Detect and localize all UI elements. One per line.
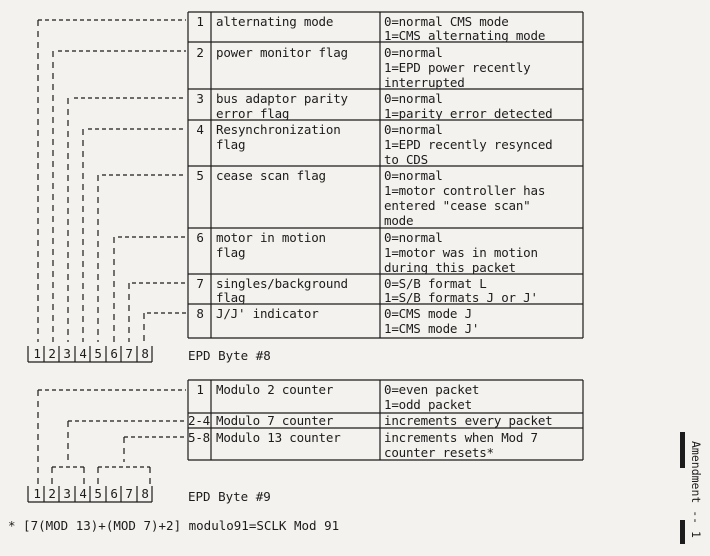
flag-desc: 0=even packet bbox=[384, 382, 480, 397]
byte9-caption: EPD Byte #9 bbox=[188, 489, 271, 504]
bit-label: 3 bbox=[63, 346, 71, 361]
flag-desc: mode bbox=[384, 213, 414, 228]
flag-desc: interrupted bbox=[384, 75, 465, 90]
flag-name: error flag bbox=[216, 106, 290, 121]
flag-desc: 1=CMS mode J' bbox=[384, 321, 480, 336]
flag-name: bus adaptor parity bbox=[216, 91, 348, 106]
flag-name: flag bbox=[216, 290, 246, 305]
flag-name: J/J' indicator bbox=[216, 306, 319, 321]
flag-desc: 0=normal bbox=[384, 168, 443, 183]
flag-desc: 0=normal bbox=[384, 230, 443, 245]
flag-desc: 0=S/B format L bbox=[384, 276, 487, 291]
flag-desc: 0=normal bbox=[384, 45, 443, 60]
bit-label: 6 bbox=[110, 486, 118, 501]
row-number: 2 bbox=[196, 45, 204, 60]
bit-label: 4 bbox=[79, 346, 87, 361]
flag-name: flag bbox=[216, 137, 246, 152]
row-number: 5 bbox=[196, 168, 204, 183]
flag-name: Modulo 7 counter bbox=[216, 413, 334, 428]
flag-desc: during this packet bbox=[384, 260, 516, 275]
bit-label: 6 bbox=[110, 346, 118, 361]
bit-label: 2 bbox=[48, 486, 56, 501]
row-number: 3 bbox=[196, 91, 204, 106]
amendment-label: Amendment -- 1 bbox=[689, 441, 703, 538]
flag-desc: 1=CMS alternating mode bbox=[384, 28, 546, 43]
flag-desc: 1=parity error detected bbox=[384, 106, 553, 121]
flag-name: Resynchronization bbox=[216, 122, 341, 137]
flag-desc: 1=EPD recently resynced bbox=[384, 137, 553, 152]
row-number: 6 bbox=[196, 230, 204, 245]
bit-label: 5 bbox=[94, 486, 102, 501]
bit-label: 3 bbox=[63, 486, 71, 501]
flag-desc: 1=S/B formats J or J' bbox=[384, 290, 538, 305]
flag-name: singles/background bbox=[216, 276, 348, 291]
flag-desc: to CDS bbox=[384, 152, 428, 167]
flag-desc: 0=normal CMS mode bbox=[384, 14, 509, 29]
flag-desc: counter resets* bbox=[384, 445, 494, 460]
row-number: 2-4 bbox=[188, 413, 210, 428]
flag-desc: entered "cease scan" bbox=[384, 198, 531, 213]
flag-name: Modulo 13 counter bbox=[216, 430, 341, 445]
bit-label: 7 bbox=[125, 486, 133, 501]
bit-label: 1 bbox=[33, 346, 41, 361]
bit-label: 7 bbox=[125, 346, 133, 361]
bit-label: 8 bbox=[141, 346, 149, 361]
row-number: 1 bbox=[196, 382, 204, 397]
footnote: * [7(MOD 13)+(MOD 7)+2] modulo91=SCLK Mod 91 bbox=[8, 518, 340, 533]
flag-desc: 1=motor controller has bbox=[384, 183, 546, 198]
flag-name: Modulo 2 counter bbox=[216, 382, 334, 397]
row-number: 7 bbox=[196, 276, 204, 291]
flag-desc: increments every packet bbox=[384, 413, 553, 428]
byte8-caption: EPD Byte #8 bbox=[188, 348, 271, 363]
flag-desc: 0=CMS mode J bbox=[384, 306, 472, 321]
flag-desc: 1=odd packet bbox=[384, 397, 472, 412]
bit-label: 4 bbox=[79, 486, 87, 501]
flag-name: alternating mode bbox=[216, 14, 334, 29]
flag-name: motor in motion bbox=[216, 230, 326, 245]
flag-name: flag bbox=[216, 245, 246, 260]
flag-name: cease scan flag bbox=[216, 168, 326, 183]
row-number: 4 bbox=[196, 122, 204, 137]
bit-label: 1 bbox=[33, 486, 41, 501]
flag-desc: 1=EPD power recently bbox=[384, 60, 531, 75]
flag-desc: 1=motor was in motion bbox=[384, 245, 538, 260]
flag-name: power monitor flag bbox=[216, 45, 348, 60]
bit-label: 2 bbox=[48, 346, 56, 361]
flag-desc: increments when Mod 7 bbox=[384, 430, 538, 445]
row-number: 1 bbox=[196, 14, 204, 29]
row-number: 8 bbox=[196, 306, 204, 321]
bit-label: 5 bbox=[94, 346, 102, 361]
bit-label: 8 bbox=[141, 486, 149, 501]
row-number: 5-8 bbox=[188, 430, 210, 445]
flag-desc: 0=normal bbox=[384, 122, 443, 137]
flag-desc: 0=normal bbox=[384, 91, 443, 106]
amendment-marker bbox=[678, 436, 704, 546]
